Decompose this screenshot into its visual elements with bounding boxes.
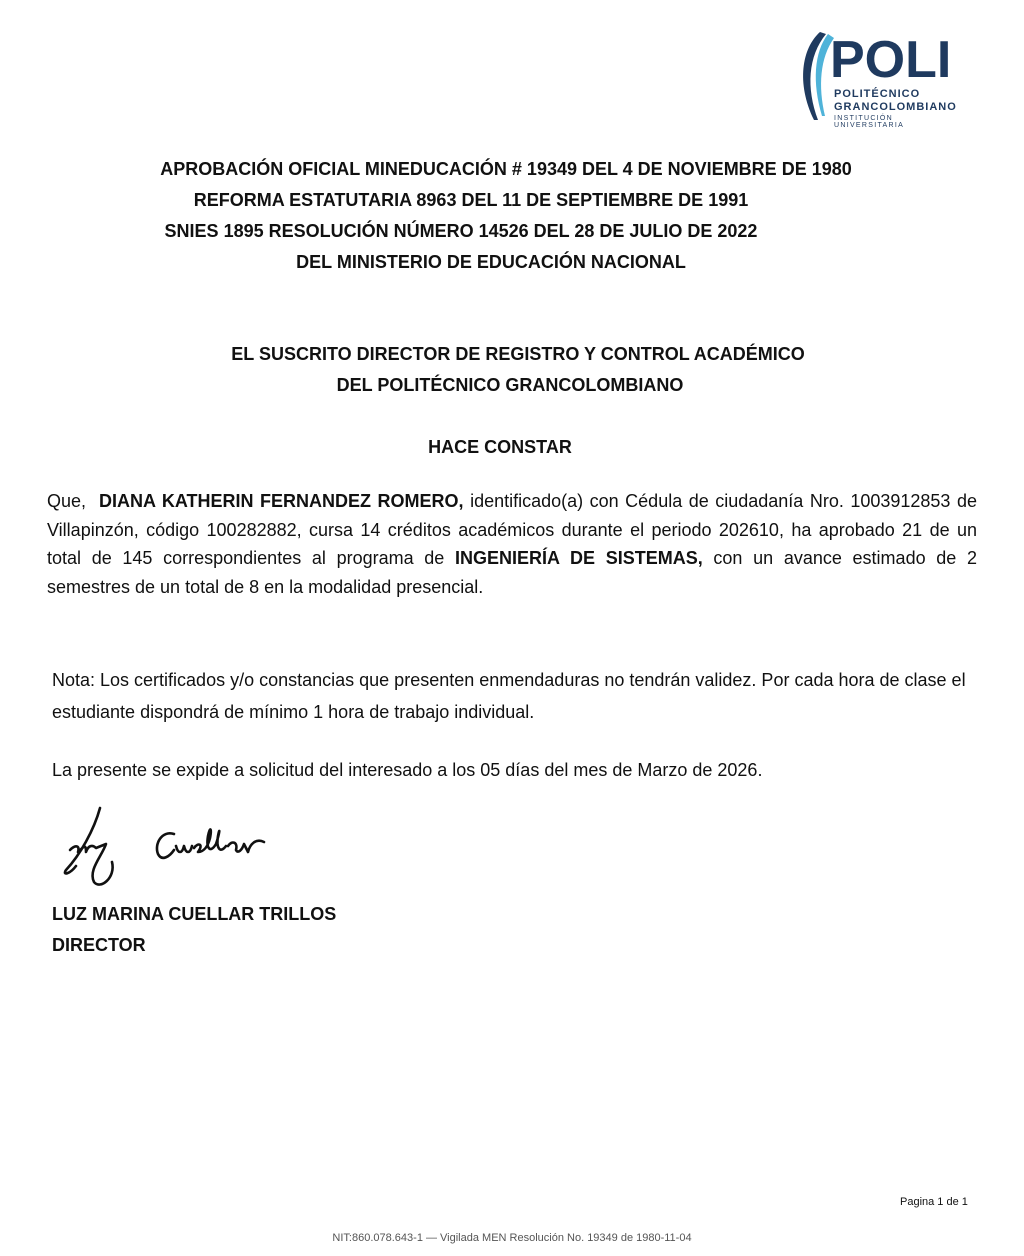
signer-name: LUZ MARINA CUELLAR TRILLOS: [52, 904, 337, 924]
institution-logo: [792, 28, 962, 128]
issuer-line-1: EL SUSCRITO DIRECTOR DE REGISTRO Y CONTROL ACADÉMICO: [231, 344, 805, 364]
approval-line-2: REFORMA ESTATUTARIA 8963 DEL 11 DE SEPTIEMBRE DE 1991: [193, 190, 749, 210]
que-word: Que,: [47, 491, 87, 511]
logo-line-3: INSTITUCIÓN UNIVERSITARIA: [834, 115, 905, 129]
program-name: INGENIERÍA DE SISTEMAS,: [455, 548, 703, 568]
approval-line-1: APROBACIÓN OFICIAL MINEDUCACIÓN # 19349 DEL 4 DE NOVIEMBRE DE 1980: [160, 159, 852, 179]
page-number: Pagina 1 de 1: [900, 1196, 968, 1208]
certification-text-1: identificado(a) con Cédula de ciudadanía Nro. 1003912853 de Villapinzón, código 100282882, cursa 14 créditos académicos durante el periodo 202610, ha aprobado 21 de un total de 145 correspondientes al programa de: [47, 491, 977, 568]
certification-text-2: con un avance estimado de 2 semestres de un total de 8 en la modalidad presencial.: [47, 548, 977, 597]
document-title: HACE CONSTAR: [428, 437, 572, 457]
student-name: DIANA KATHERIN FERNANDEZ ROMERO,: [99, 491, 464, 511]
approval-line-4: DEL MINISTERIO DE EDUCACIÓN NACIONAL: [296, 252, 686, 272]
issued-statement: La presente se expide a solicitud del interesado a los 05 días del mes de Marzo de 2026.: [52, 760, 763, 780]
logo-line-2: GRANCOLOMBIANO: [834, 101, 957, 113]
signer-role: DIRECTOR: [52, 935, 146, 955]
footer-nit: NIT:860.078.643-1 — Vigilada MEN Resolución No. 19349 de 1980-11-04: [332, 1232, 692, 1244]
handwritten-signature: [58, 800, 278, 895]
approval-line-3: SNIES 1895 RESOLUCIÓN NÚMERO 14526 DEL 28 DE JULIO DE 2022: [164, 221, 758, 241]
note-paragraph: Nota: Los certificados y/o constancias que presenten enmendaduras no tendrán validez. Por cada hora de clase el estudiante dispondrá de mínimo 1 hora de trabajo individual.: [52, 670, 966, 722]
issuer-line-2: DEL POLITÉCNICO GRANCOLOMBIANO: [336, 375, 684, 395]
approval-header: [0, 158, 1024, 273]
certification-paragraph: [47, 487, 977, 601]
logo-wordmark: POLI: [830, 31, 952, 89]
logo-line-1: POLITÉCNICO: [834, 88, 921, 100]
